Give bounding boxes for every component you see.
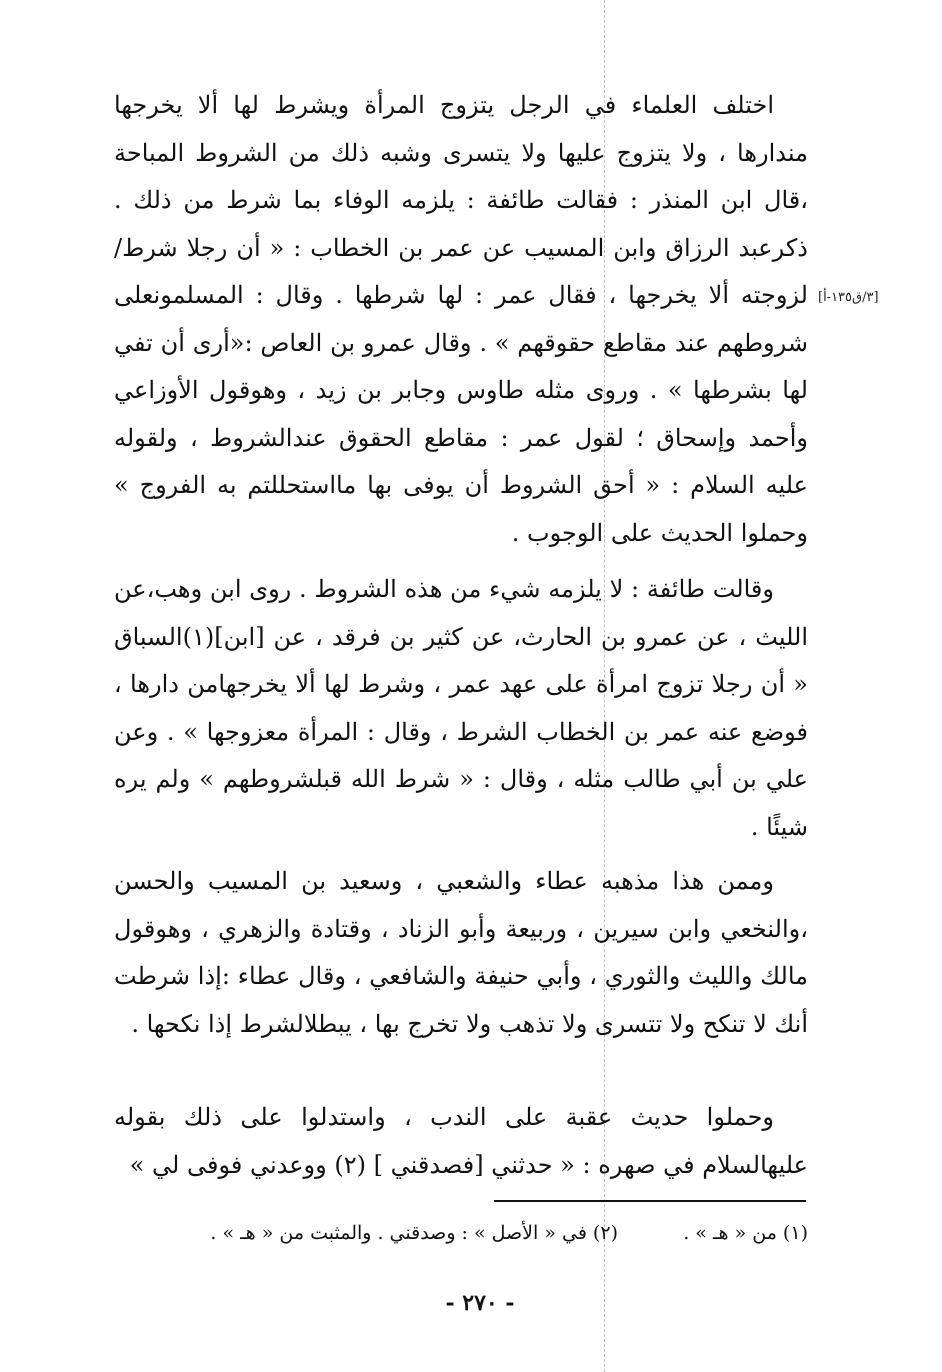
text-line: اختلف العلماء في الرجل يتزوج المرأة ويشرط لها ألا يخرجها من <box>114 91 808 167</box>
text-line: السباق « أن رجلا تزوج امرأة على عهد عمر ، وشرط لها ألا يخرجها <box>114 622 808 698</box>
margin-manuscript-reference: [٣/ق١٣٥-أ] <box>818 290 879 305</box>
text-line: وحملوا حديث عقبة على الندب ، واستدلوا على ذلك بقوله عليه <box>114 1103 808 1179</box>
text-line: والنخعي وابن سيرين ، وربيعة وأبو الزناد ، وقتادة والزهري ، وهو <box>155 914 801 943</box>
text-line: وقالت طائفة : لا يلزمه شيء من هذه الشروط . روى ابن وهب، <box>146 575 774 603</box>
text-line: وممن هذا مذهبه عطاء والشعبي ، وسعيد بن المسيب والحسن ، <box>114 867 808 943</box>
text-line: شروطهم » ولم يره شيئًا . <box>114 765 808 841</box>
paragraph-2 <box>114 566 808 851</box>
paragraph-3 <box>114 858 808 1048</box>
text-line: الشروط ، ولقوله عليه السلام : « أحق الشروط أن يوفى بها ما <box>114 423 808 499</box>
paragraph-4 <box>114 1094 808 1189</box>
paragraph-1 <box>114 82 808 557</box>
text-line: «أرى أن تفي لها بشرطها » . وروى مثله طاوس وجابر بن زيد ، وهو <box>114 328 808 404</box>
text-line: إذا شرطت أنك لا تنكح ولا تتسرى ولا تذهب ولا تخرج بها ، يبطل <box>114 962 808 1038</box>
text-line: قال ابن المنذر : فقالت طائفة : يلزمه الوفاء بما شرط من ذلك . ذكر <box>114 186 808 262</box>
page-number: - ٢٧٠ - <box>445 1290 515 1316</box>
text-line: استحللتم به الفروج » وحملوا الحديث على الوجوب . <box>114 471 808 547</box>
text-line: زوجها » . وعن علي بن أبي طالب مثله ، وقال : « شرط الله قبل <box>114 717 808 793</box>
text-line: عبد الرزاق وابن المسيب عن عمر بن الخطاب : « أن رجلا شرط <box>122 233 773 262</box>
text-line: السلام في صهره : « حدثني [فصدقني ] (٢) ووعدني فوفى لي » <box>129 1150 768 1179</box>
text-line: على شروطهم عند مقاطع حقوقهم » . وقال عمرو بن العاص : <box>114 281 809 357</box>
footnote-1: (١) من « هـ » . <box>683 1222 808 1244</box>
text-line: عن الليث ، عن عمرو بن الحارث، عن كثير بن فرقد ، عن [ابن](١) <box>114 575 808 651</box>
text-line: الشرط إذا نكحها . <box>131 1009 304 1038</box>
text-line: من دارها ، فوضع عنه عمر بن الخطاب الشرط ، وقال : المرأة مع <box>114 670 808 746</box>
text-line: /لزوجته ألا يخرجها ، فقال عمر : لها شرطها . وقال : المسلمون <box>114 233 808 309</box>
text-line: دارها ، ولا يتزوج عليها ولا يتسرى وشبه ذلك من الشروط المباحة ، <box>114 138 808 214</box>
footnote-2: (٢) في « الأصل » : وصدقني . والمثبت من « هـ » . <box>210 1222 618 1244</box>
text-line: قول الأوزاعي وأحمد وإسحاق ؛ لقول عمر : مقاطع الحقوق عند <box>114 376 809 452</box>
footnote-separator <box>494 1200 806 1202</box>
text-line: قول مالك والليث والثوري ، وأبي حنيفة والشافعي ، وقال عطاء : <box>114 914 808 990</box>
